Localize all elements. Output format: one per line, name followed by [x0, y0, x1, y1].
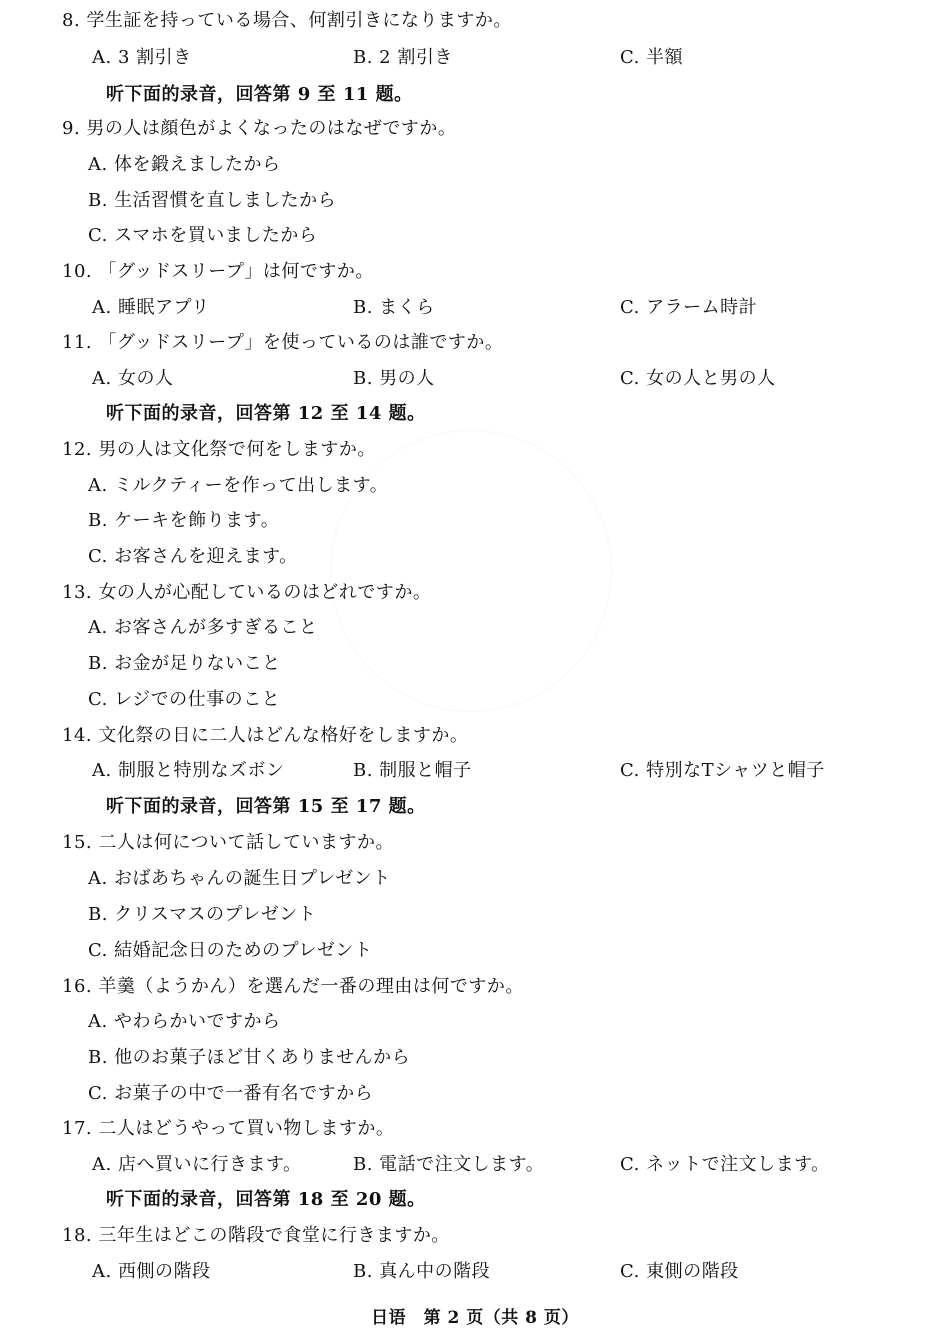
option-12c: C. お客さんを迎えます。: [88, 546, 298, 567]
question-8: 8. 学生証を持っている場合、何割引きになりますか。: [62, 10, 512, 31]
question-11: 11. 「グッドスリープ」を使っているのは誰ですか。: [62, 332, 504, 353]
option-12b: B. ケーキを飾ります。: [88, 510, 280, 531]
option-13a: A. お客さんが多すぎること: [88, 617, 318, 638]
option-14b: B. 制服と帽子: [353, 760, 472, 781]
instruction-9-11: 听下面的录音，回答第 9 至 11 题。: [106, 84, 413, 105]
option-15b: B. クリスマスのプレゼント: [88, 904, 317, 925]
option-11c: C. 女の人と男の人: [620, 368, 776, 389]
options-10: [0, 297, 950, 319]
options-18: [0, 1261, 950, 1283]
option-11a: A. 女の人: [92, 368, 174, 389]
option-10a: A. 睡眠アプリ: [92, 297, 210, 318]
option-8b: B. 2 割引き: [353, 47, 453, 68]
question-10: 10. 「グッドスリープ」は何ですか。: [62, 261, 374, 282]
option-13c: C. レジでの仕事のこと: [88, 689, 281, 710]
option-8c: C. 半額: [620, 47, 684, 68]
option-9a: A. 体を鍛えましたから: [88, 154, 281, 175]
option-11b: B. 男の人: [353, 368, 435, 389]
question-14: 14. 文化祭の日に二人はどんな格好をしますか。: [62, 725, 469, 746]
instruction-12-14: 听下面的录音，回答第 12 至 14 题。: [106, 403, 426, 424]
option-14c: C. 特別なTシャツと帽子: [620, 760, 825, 781]
option-18a: A. 西側の階段: [92, 1261, 211, 1282]
option-15a: A. おばあちゃんの誕生日プレゼント: [88, 868, 391, 889]
option-17c: C. ネットで注文します。: [620, 1154, 830, 1175]
question-16: 16. 羊羹（ようかん）を選んだ一番の理由は何ですか。: [62, 976, 524, 997]
question-18: 18. 三年生はどこの階段で食堂に行きますか。: [62, 1225, 450, 1246]
option-18c: C. 東側の階段: [620, 1261, 739, 1282]
option-9b: B. 生活習慣を直しましたから: [88, 190, 337, 211]
option-14a: A. 制服と特別なズボン: [92, 760, 285, 781]
options-14: [0, 760, 950, 782]
option-17a: A. 店へ買いに行きます。: [92, 1154, 302, 1175]
question-17: 17. 二人はどうやって買い物しますか。: [62, 1118, 395, 1139]
option-16a: A. やわらかいですから: [88, 1011, 281, 1032]
option-16c: C. お菓子の中で一番有名ですから: [88, 1083, 374, 1104]
option-12a: A. ミルクティーを作って出します。: [88, 475, 389, 496]
option-17b: B. 電話で注文します。: [353, 1154, 545, 1175]
question-9: 9. 男の人は顔色がよくなったのはなぜですか。: [62, 118, 457, 139]
question-12: 12. 男の人は文化祭で何をしますか。: [62, 439, 376, 460]
option-9c: C. スマホを買いましたから: [88, 225, 318, 246]
option-18b: B. 真ん中の階段: [353, 1261, 491, 1282]
option-8a: A. 3 割引き: [92, 47, 192, 68]
question-15: 15. 二人は何について話していますか。: [62, 832, 394, 853]
option-16b: B. 他のお菓子ほど甘くありませんから: [88, 1047, 411, 1068]
question-13: 13. 女の人が心配しているのはどれですか。: [62, 582, 432, 603]
watermark-seal: [330, 430, 612, 712]
option-10b: B. まくら: [353, 297, 435, 318]
options-17: [0, 1154, 950, 1176]
instruction-15-17: 听下面的录音，回答第 15 至 17 题。: [106, 796, 426, 817]
instruction-18-20: 听下面的录音，回答第 18 至 20 题。: [106, 1189, 426, 1210]
options-8: [0, 47, 950, 69]
option-15c: C. 結婚記念日のためのプレゼント: [88, 940, 373, 961]
option-10c: C. アラーム時計: [620, 297, 758, 318]
options-11: [0, 368, 950, 390]
page-footer: 日语 第 2 页（共 8 页）: [371, 1308, 579, 1328]
option-13b: B. お金が足りないこと: [88, 653, 281, 674]
